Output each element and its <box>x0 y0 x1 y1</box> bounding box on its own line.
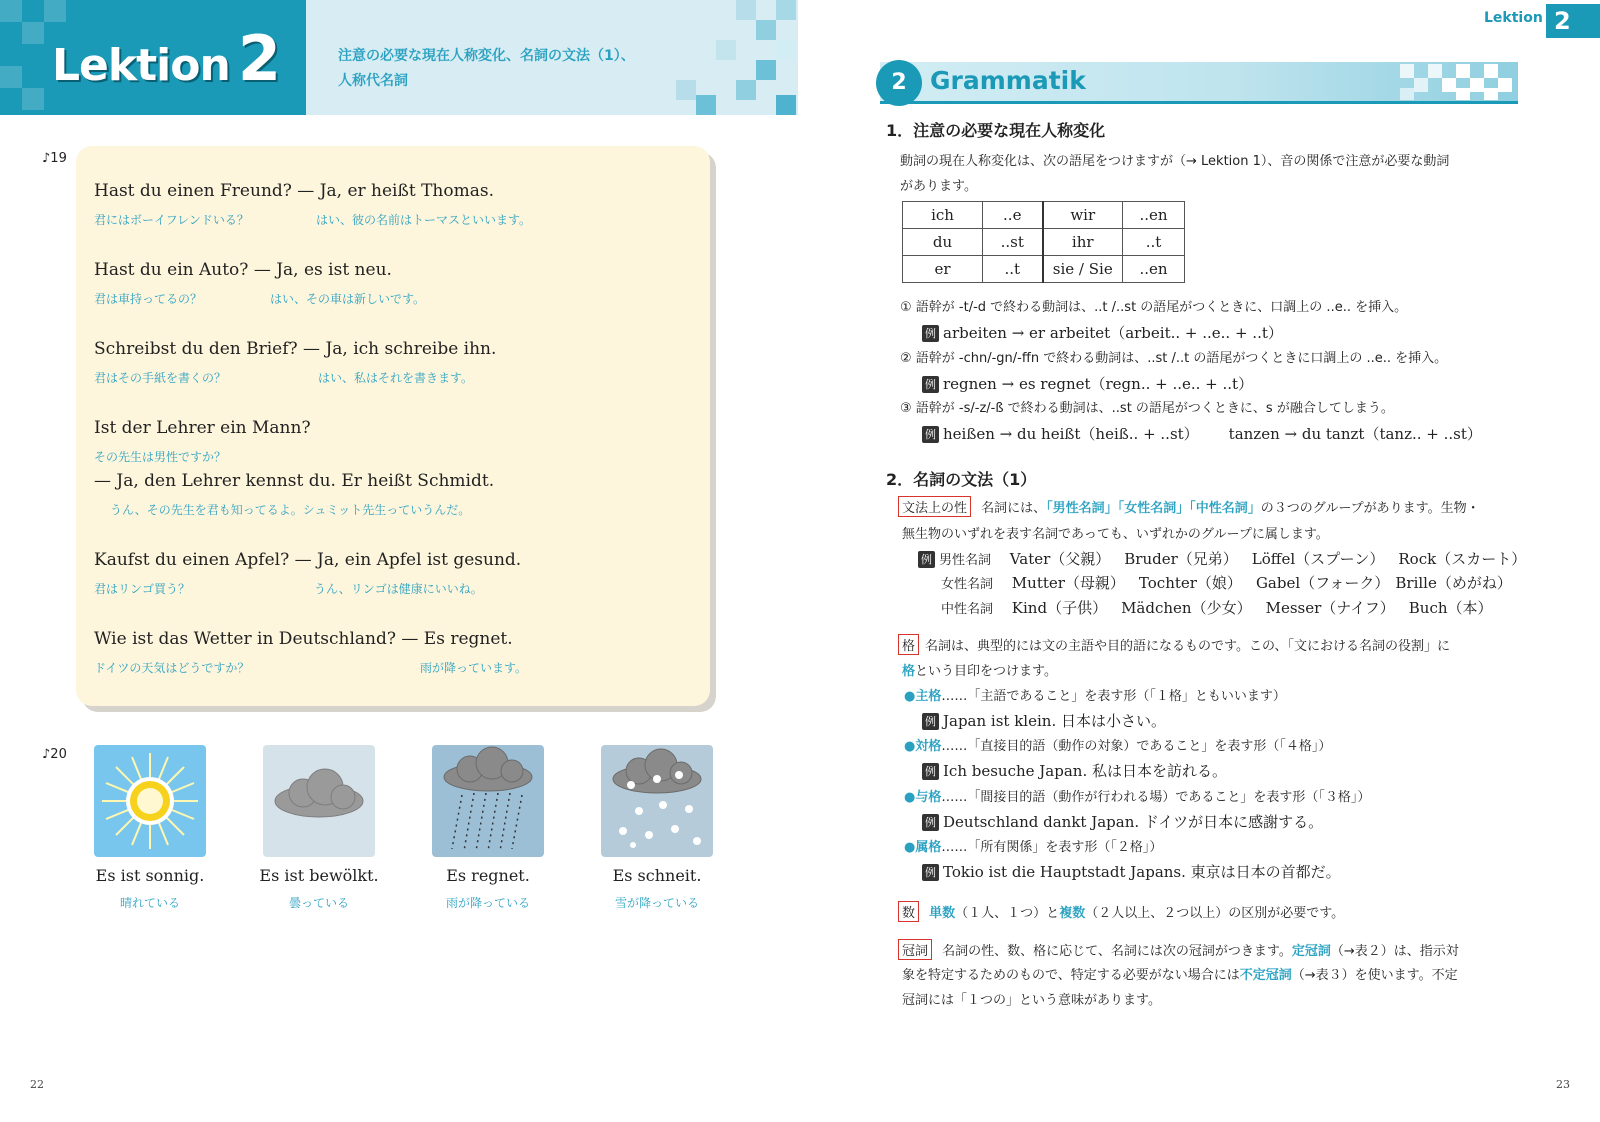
heading-2: 2．名詞の文法（1） <box>886 470 1037 489</box>
weather-jp-2: 曇っている <box>288 896 349 910</box>
page-number-left: 22 <box>30 1078 44 1091</box>
weather-jp-1: 晴れている <box>119 896 180 910</box>
rule-1: ① 語幹が -t/-d で終わる動詞は、..t /..st の語尾がつくときに、口調上の ..e.. を挿入。 <box>900 300 1408 315</box>
kasus-item-4: ●属格……「所有関係」を表す形（「２格」） <box>904 840 1163 855</box>
right-page <box>800 0 1600 1122</box>
gender-example-row-3: 中性名詞 Kind（子供） Mädchen（少女） Messer（ナイフ） Buch（本） <box>941 599 1493 617</box>
dialog-jp-q-3: 君はその手紙を書くの？ <box>94 371 227 385</box>
dialog-de-5: Kaufst du einen Apfel? — Ja, ein Apfel ist gesund. <box>94 550 522 570</box>
rule-2: ② 語幹が -chn/-gn/-ffn で終わる動詞は、..st /..t の語尾がつくときに口調上の ..e.. を挿入。 <box>900 351 1448 366</box>
conjugation-table <box>902 201 1185 283</box>
cloud-icon <box>263 745 375 857</box>
artikel-paragraph-3: 冠詞には「１つの」という意味があります。 <box>902 993 1161 1008</box>
kasus-example-2: 例 Ich besuche Japan. 私は日本を訪れる。 <box>922 760 1227 781</box>
dialog-de-6: Wie ist das Wetter in Deutschland? — Es regnet. <box>94 629 513 649</box>
audio-track-20: ♪20 <box>42 747 67 762</box>
kasus-example-4: 例 Tokio ist die Hauptstadt Japans. 東京は日本の首都だ。 <box>922 861 1341 882</box>
example-3: 例 heißen → du heißt（heiß.. + ..st） tanzen → du tanzt（tanz.. + ..st） <box>922 423 1482 444</box>
sun-icon <box>94 745 206 857</box>
gender-example-row-1: 例 男性名詞 Vater（父親） Bruder（兄弟） Löffel（スプーン） Rock（スカート） <box>918 548 1526 569</box>
kasus-box-label: 格 <box>898 634 919 655</box>
numerus-paragraph: 数 単数（１人、１つ）と複数（２人以上、２つ以上）の区別が必要です。 <box>898 901 1344 922</box>
snow-icon <box>601 745 713 857</box>
dialog-jp-a-3: はい、私はそれを書きます。 <box>318 371 474 385</box>
gender-box-label: 文法上の性 <box>898 496 971 517</box>
kasus-example-3: 例 Deutschland dankt Japan. ドイツが日本に感謝する。 <box>922 811 1323 832</box>
dialog-jp-q-5: 君はリンゴ買う？ <box>94 582 191 596</box>
lesson-subtitle: 注意の必要な現在人称変化、名詞の文法（1）、 人称代名詞 <box>338 48 635 89</box>
intro-line-1: 動詞の現在人称変化は、次の語尾をつけますが（→ Lektion 1）、音の関係で注意が必要な動詞 <box>900 154 1450 169</box>
kasus-paragraph-2: 格という目印をつけます。 <box>902 664 1057 679</box>
heading-1: 1．注意の必要な現在人称変化 <box>886 121 1106 140</box>
dialog-jp-a-2: はい、その車は新しいです。 <box>270 292 426 306</box>
dialog-jp-a-6: 雨が降っています。 <box>420 661 528 675</box>
lesson-header-dark <box>0 0 306 115</box>
section-number: 2 <box>876 60 922 106</box>
lesson-title: Lektion 2 <box>52 22 281 95</box>
page-number-right: 23 <box>1556 1078 1570 1091</box>
table-row: er ..t sie / Sie ..en <box>903 256 1185 283</box>
kasus-example-1: 例 Japan ist klein. 日本は小さい。 <box>922 710 1166 731</box>
table-row: ich ..e wir ..en <box>903 202 1185 229</box>
dialog-de-4b: — Ja, den Lehrer kennst du. Er heißt Schmidt. <box>94 471 495 491</box>
weather-label-3: Es regnet. <box>446 866 530 885</box>
weather-label-4: Es schneit. <box>612 866 702 885</box>
dialog-de-3: Schreibst du den Brief? — Ja, ich schreibe ihn. <box>94 339 497 359</box>
artikel-paragraph-2: 象を特定するためのもので、特定する必要がない場合には不定冠詞（→表３）を使います。不定 <box>902 968 1458 983</box>
dialog-de-4: Ist der Lehrer ein Mann? <box>94 418 311 438</box>
kasus-item-2: ●対格……「直接目的語（動作の対象）であること」を表す形（「４格」） <box>904 739 1332 754</box>
kasus-item-1: ●主格……「主語であること」を表す形（「１格」ともいいます） <box>904 689 1286 704</box>
dialog-de-1: Hast du einen Freund? — Ja, er heißt Thomas. <box>94 181 494 201</box>
rain-icon <box>432 745 544 857</box>
kasus-paragraph-1: 格 名詞は、典型的には文の主語や目的語になるものです。この、「文における名詞の役割」に <box>898 634 1450 655</box>
dialog-de-2: Hast du ein Auto? — Ja, es ist neu. <box>94 260 392 280</box>
dialog-jp-q-4: その先生は男性ですか？ <box>94 450 227 464</box>
gender-example-row-2: 女性名詞 Mutter（母親） Tochter（娘） Gabel（フォーク） Brille（めがね） <box>941 574 1512 592</box>
table-row: du ..st ihr ..t <box>903 229 1185 256</box>
numerus-box-label: 数 <box>898 901 919 922</box>
lesson-header-light <box>306 0 798 115</box>
dialog-jp-q-1: 君にはボーイフレンドいる？ <box>94 213 249 227</box>
lektion-badge: 2 <box>1546 4 1600 38</box>
dialog-jp-a-4: うん、その先生を君も知ってるよ。シュミット先生っていうんだ。 <box>110 503 471 517</box>
intro-line-2: があります。 <box>900 179 977 194</box>
dialog-jp-q-6: ドイツの天気はどうですか？ <box>94 661 250 675</box>
dialog-jp-q-2: 君は車持ってるの？ <box>94 292 203 306</box>
gender-paragraph-1: 文法上の性 名詞には、「男性名詞」「女性名詞」「中性名詞」の３つのグループがあります。生物・ <box>898 496 1480 517</box>
dialog-jp-a-1: はい、彼の名前はトーマスといいます。 <box>316 213 532 227</box>
audio-track-19: ♪19 <box>42 151 67 166</box>
lektion-tag: Lektion <box>1484 10 1543 26</box>
dialog-jp-a-5: うん、リンゴは健康にいいね。 <box>314 582 483 596</box>
weather-label-1: Es ist sonnig. <box>95 866 205 885</box>
weather-jp-4: 雪が降っている <box>614 896 699 910</box>
rule-3: ③ 語幹が -s/-z/-ß で終わる動詞は、..st の語尾がつくときに、s が融合してしまう。 <box>900 401 1394 416</box>
artikel-box-label: 冠詞 <box>898 939 932 960</box>
weather-label-2: Es ist bewölkt. <box>259 866 379 885</box>
example-2: 例 regnen → es regnet（regn.. + ..e.. + ..t） <box>922 373 1253 394</box>
artikel-paragraph-1: 冠詞 名詞の性、数、格に応じて、名詞には次の冠詞がつきます。定冠詞（→表２）は、指示対 <box>898 939 1459 960</box>
gender-paragraph-2: 無生物のいずれを表す名詞であっても、いずれかのグループに属します。 <box>902 527 1329 542</box>
example-1: 例 arbeiten → er arbeitet（arbeit.. + ..e.. + ..t） <box>922 322 1283 343</box>
section-title: Grammatik <box>930 66 1086 95</box>
kasus-item-3: ●与格……「間接目的語（動作が行われる場）であること」を表す形（「３格」） <box>904 790 1371 805</box>
weather-jp-3: 雨が降っている <box>445 896 530 910</box>
